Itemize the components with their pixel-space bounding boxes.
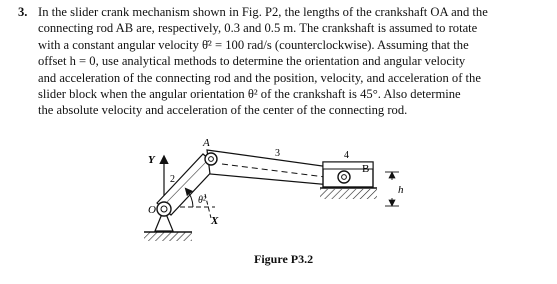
problem-line-6: slider block when the angular orientation θ² of the crankshaft is 45°. Also determine <box>38 87 461 102</box>
pin-joint-a <box>205 153 217 165</box>
link-2-label: 2 <box>170 174 175 185</box>
ground-support-slider <box>320 188 377 199</box>
offset-h-dimension <box>385 172 399 206</box>
theta-label: θ² <box>198 195 206 206</box>
problem-line-2: connecting rod AB are, respectively, 0.3 and 0.5 m. The crankshaft is assumed to rotate <box>38 21 478 36</box>
point-o-label: O <box>148 204 156 216</box>
problem-number: 3. <box>18 5 28 19</box>
problem-line-4: offset h = 0, use analytical methods to determine the orientation and angular velocity <box>38 54 466 69</box>
point-a-label: A <box>203 137 210 149</box>
slider-b-label: B <box>362 163 370 175</box>
pin-joint-o <box>157 202 171 216</box>
x-axis-label: X <box>211 215 219 227</box>
problem-line-7: the absolute velocity and acceleration of the center of the connecting rod. <box>38 103 408 118</box>
problem-line-3: with a constant angular velocity θ̇² = 100 rad/s (counterclockwise). Assuming that the <box>38 37 469 52</box>
figure-caption: Figure P3.2 <box>254 252 314 266</box>
link-3-label: 3 <box>275 148 280 159</box>
problem-line-1: In the slider crank mechanism shown in Fig. P2, the lengths of the crankshaft OA and the <box>38 5 488 19</box>
problem-line-5: and acceleration of the connecting rod and the position, velocity, and acceleration of the <box>38 70 481 85</box>
link-4-label: 4 <box>344 150 349 161</box>
y-axis-label: Y <box>148 154 155 166</box>
pin-joint-b <box>338 171 350 183</box>
offset-h-label: h <box>398 184 404 196</box>
